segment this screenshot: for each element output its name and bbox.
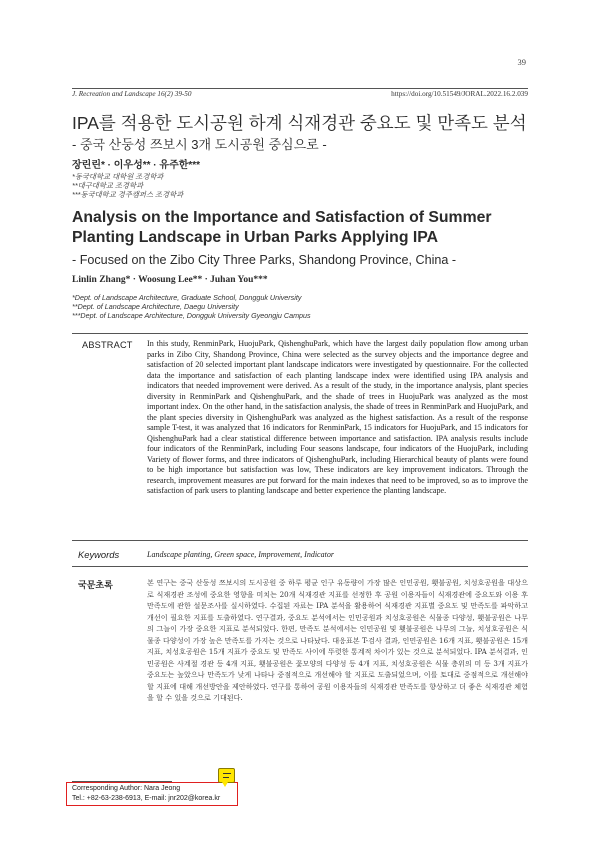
abstract-top-rule <box>72 333 528 334</box>
authors-english: Linlin Zhang* · Woosung Lee** · Juhan You*** <box>72 275 268 285</box>
keywords-list: Landscape planting, Green space, Improvement, Indicator <box>147 550 334 559</box>
affiliation-english-3: ***Dept. of Landscape Architecture, Dongguk University Gyeongju Campus <box>72 311 311 320</box>
title-english: Analysis on the Importance and Satisfaction of Summer Planting Landscape in Urban Parks Applying IPA <box>72 209 492 246</box>
note-tail <box>222 782 228 787</box>
affiliation-korean-1: *동국대학교 대학원 조경학과 <box>72 172 164 181</box>
keywords-bottom-rule <box>72 566 528 567</box>
corresponding-author: Corresponding Author: Nara Jeong <box>72 785 181 792</box>
sticky-note-icon[interactable] <box>218 768 235 783</box>
header-rule <box>72 88 528 89</box>
keywords-heading: Keywords <box>78 549 120 560</box>
note-line <box>223 777 229 778</box>
contact-info: Tel.: +82-63-238-6913, E-mail: jnr202@korea.kr <box>72 795 221 802</box>
affiliation-korean-2: **대구대학교 조경학과 <box>72 181 144 190</box>
affiliation-english-2: **Dept. of Landscape Architecture, Daegu University <box>72 302 239 311</box>
journal-citation: J. Recreation and Landscape 16(2) 39-50 <box>72 90 192 98</box>
authors-korean: 장린린* · 이우성** · 유주한*** <box>72 160 201 171</box>
doi-link[interactable]: https://doi.org/10.51549/JORAL.2022.16.2.039 <box>391 90 528 98</box>
affiliation-english-1: *Dept. of Landscape Architecture, Graduate School, Dongguk University <box>72 293 302 302</box>
korean-abstract-body: 본 연구는 중국 산둥성 쯔보시의 도시공원 중 하루 평균 인구 유동량이 가장 많은 인민공원, 횃불공원, 치성호공원을 대상으로 식재경관 조성에 중요한 영향을 미치는 20개 식재경관 지표를 선정한 후 공원 이용자들이 식재경관에 중요도와 이용 후 만족도에 관한 설문조사를 실시하였다. 수집된 자료는 IPA 분석을 활용하여 식재경관 지표별 중요도 및 만족도를 파악하고 개선이 필요한 지표를 도출하였다. 연구결과, 중요도 분석에서는 인민공원과 치성호공원은 식물종 다양성, 횃불공원은 나무의 그늘이 가장 중요한 지표로 분석되었다. 한편, 만족도 분석에서는 인민공원 및 횃불공원은 나무의 그늘, 치성호공원은 식물종 다양성이 가장 높은 만족도를 가지는 것으로 나타났다. 대응표본 T-검사 결과, 인민공원은 16개 지표, 횃불공원은 15개 지표, 치성호공원은 15개 지표가 중요도 및 만족도 사이에 뚜렷한 통계적 차이가 있는 것으로 분석되었다. IPA 분석결과, 인민공원은 사계절 경관 등 4개 지표, 횃불공원은 꽃모양의 다양성 등 4개 지표, 치성호공원은 식물 층위의 미 등 3개 지표가 중요도는 높았으나 만족도가 낮게 나타나 중점적으로 개선해야 할 지표로 도출되었으며, 이를 토대로 중점적으로 개선해야 할 지표에 대해 개선방안을 제안하였다. 연구를 통하여 공원 이용자들의 식재경관 만족도를 향상하고 더 좋은 식재경관 체험을 할 수 있을 것으로 기대된다. <box>147 578 528 702</box>
abstract-heading: ABSTRACT <box>82 340 133 350</box>
subtitle-korean: - 중국 산둥성 쯔보시 3개 도시공원 중심으로 - <box>72 137 327 152</box>
affiliation-korean-3: ***동국대학교 경주캠퍼스 조경학과 <box>72 190 184 199</box>
subtitle-english: - Focused on the Zibo City Three Parks, Shandong Province, China - <box>72 253 457 267</box>
title-korean: IPA를 적용한 도시공원 하계 식재경관 중요도 및 만족도 분석 <box>72 113 527 133</box>
korean-abstract-heading: 국문초록 <box>78 580 113 590</box>
keywords-top-rule <box>72 540 528 541</box>
note-line <box>223 773 231 774</box>
abstract-body: In this study, RenminPark, HuojuPark, QishenghuPark, which have the largest daily population flow among urban parks in Zibo City, Shandong Province, China were selected as the survey objects and the importance degree and satisfaction of 20 selected important plant landscape indicators were investigated by questionnaire. For the collected data the importance and satisfaction of each planting landscape index were identified using IPA analysis and indicators that needed improvement were derived. As a result of the study, in the importance analysis, plant species diversity in RenminPark and QishenghuPark, and the shade of trees in HuojuPark was analyzed as the most important index. On the other hand, in the satisfaction analysis, the shade of trees in RenminPark and HuojuPark, and the plant species diversity in QishenghuPark was analyzed as the highest satisfaction. As a result of the response sample T-test, it was analyzed that 16 indicators for RenminPark, 15 indicators for HuojuPark, and 15 indicators for QishenghuPark had a clear statistical difference between importance and satisfaction. IPA analysis results include four indicators of the RenminPark, including Four seasons landscape, four indicators of the HuojuPark, including Variety of flower forms, and three indicators of QishenghuPark, including Hierarchical beauty of plants were found to be high importance but satisfaction was low, These indicators are key improvement indicators. Through the research, improvement measures are put forward for the main indexes that need to be improved, so as to improve the satisfaction of park users to planting landscape and better experience the planting landscape. <box>147 339 528 495</box>
page-number: 39 <box>517 57 526 67</box>
